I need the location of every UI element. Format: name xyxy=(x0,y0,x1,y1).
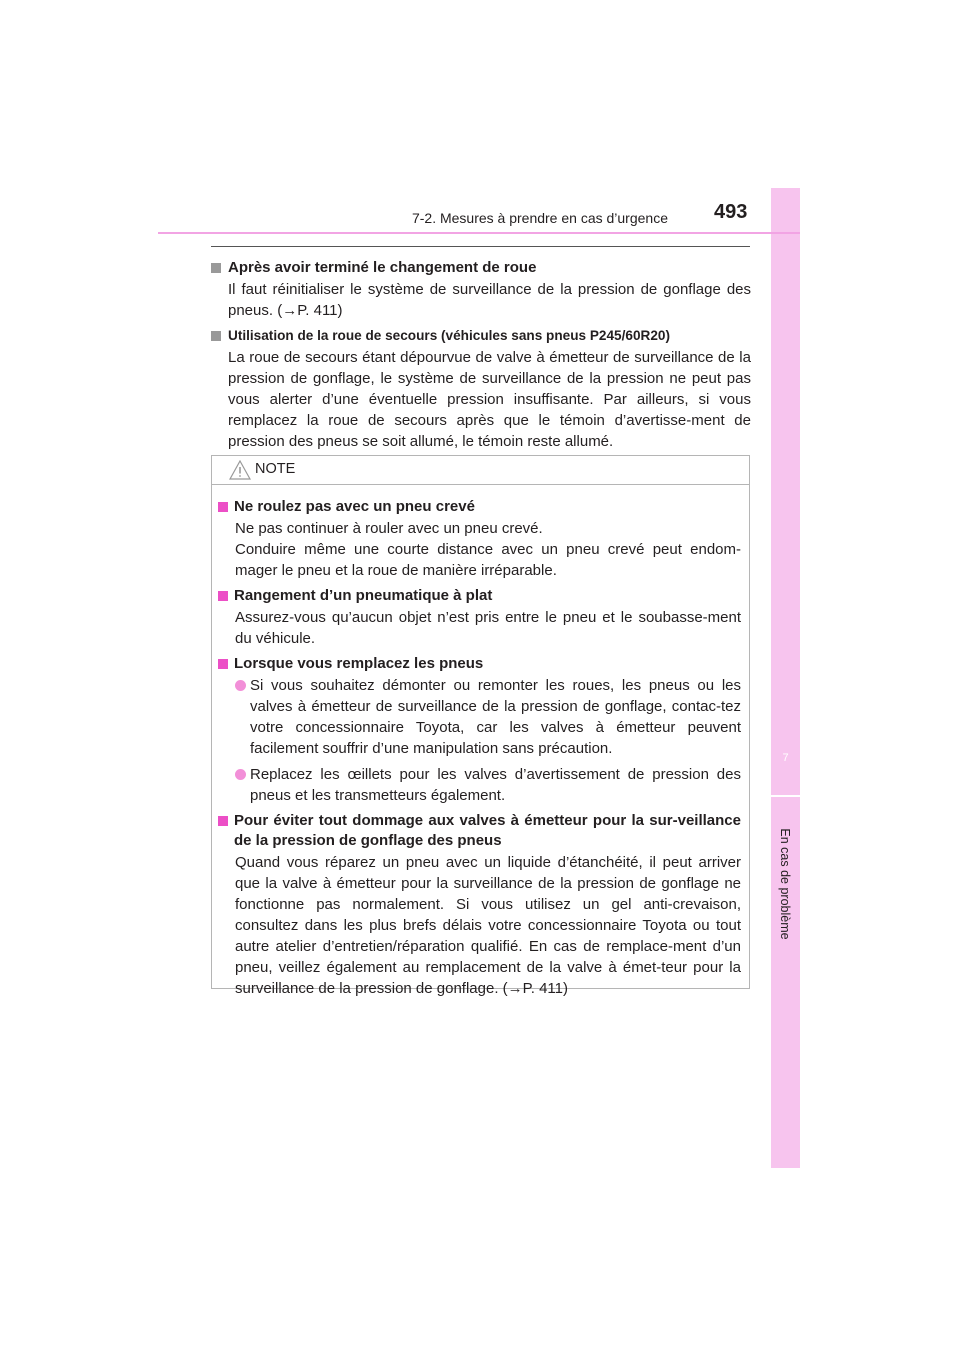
note-box xyxy=(211,455,750,997)
chapter-number: 7 xyxy=(782,752,789,764)
square-bullet-icon xyxy=(218,591,228,601)
page-number: 493 xyxy=(714,201,748,223)
note-heading: Ne roulez pas avec un pneu crevé xyxy=(218,497,741,517)
square-bullet-icon xyxy=(211,263,221,273)
warning-triangle-icon xyxy=(229,460,251,480)
square-bullet-icon xyxy=(218,659,228,669)
header-rule xyxy=(158,232,800,234)
section-heading: Après avoir terminé le changement de roue xyxy=(211,258,751,278)
section-after-wheel-change xyxy=(211,258,751,321)
circle-bullet-icon xyxy=(235,769,246,780)
side-tab-divider xyxy=(771,795,800,797)
note-paragraph: Ne pas continuer à rouler avec un pneu crevé. xyxy=(235,520,543,537)
circle-bullet-icon xyxy=(235,680,246,691)
section-body: Il faut réinitialiser le système de surveillance de la pression de gonflage des pneus. (→P. 411) xyxy=(228,281,751,319)
note-heading: Lorsque vous remplacez les pneus xyxy=(218,654,741,674)
note-header xyxy=(212,456,749,485)
note-item-valve-damage xyxy=(218,811,741,999)
note-item-flat-tire xyxy=(218,497,741,581)
note-paragraph: Quand vous réparez un pneu avec un liquide d’étanchéité, il peut arriver que la valve à émetteur pour la surveillance de la pression de gonflage ne fonctionne pas normalement. Si vous utilisez un gel anti-crevaison, consultez dans les plus brefs délais votre concessionnaire Toyota ou tout autre atelier d’entretien/réparation qualifié. En cas de remplace-ment d’un pneu, veillez également au remplacement de la valve à émet-teur pour la surveillance de la pression de gonflage. (→P. 411) xyxy=(235,854,741,997)
note-bullet: Replacez les œillets pour les valves d’avertissement de pression des pneus et les transmetteurs également. xyxy=(218,764,741,806)
content-rule xyxy=(211,246,750,247)
note-paragraph: Conduire même une courte distance avec un pneu crevé peut endom-mager le pneu et la roue de manière irréparable. xyxy=(235,541,741,579)
section-title: 7-2. Mesures à prendre en cas d’urgence xyxy=(411,210,668,226)
note-heading: Rangement d’un pneumatique à plat xyxy=(218,586,741,606)
section-heading: Utilisation de la roue de secours (véhicules sans pneus P245/60R20) xyxy=(211,326,751,346)
note-content xyxy=(212,485,749,999)
note-title: NOTE xyxy=(255,461,296,477)
note-heading: Pour éviter tout dommage aux valves à émetteur pour la sur-veillance de la pression de gonflage des pneus xyxy=(218,811,741,851)
note-bullet: Si vous souhaitez démonter ou remonter les roues, les pneus ou les valves à émetteur de surveillance de la pression de gonflage, contac-tez votre concessionnaire Toyota, car les valves à émetteur peuvent facilement souffrir d’une manipulation sans précaution. xyxy=(218,675,741,759)
square-bullet-icon xyxy=(218,816,228,826)
chapter-side-tab xyxy=(771,188,800,1168)
section-body: La roue de secours étant dépourvue de valve à émetteur de surveillance de la pression de gonflage, le système de surveillance de la pression ne peut pas vous alerter d’une éventuelle pression insuffisante. Par ailleurs, si vous remplacez la roue de secours après que le témoin d’avertisse-ment de pression des pneus se soit allumé, le témoin reste allumé. xyxy=(228,349,751,450)
square-bullet-icon xyxy=(211,331,221,341)
note-item-replacing-tires xyxy=(218,654,741,806)
square-bullet-icon xyxy=(218,502,228,512)
chapter-label: En cas de problème xyxy=(778,828,792,940)
note-paragraph: Assurez-vous qu’aucun objet n’est pris entre le pneu et le soubasse-ment du véhicule. xyxy=(235,609,741,647)
section-spare-wheel xyxy=(211,326,751,452)
note-item-storage xyxy=(218,586,741,649)
main-content xyxy=(211,258,751,457)
